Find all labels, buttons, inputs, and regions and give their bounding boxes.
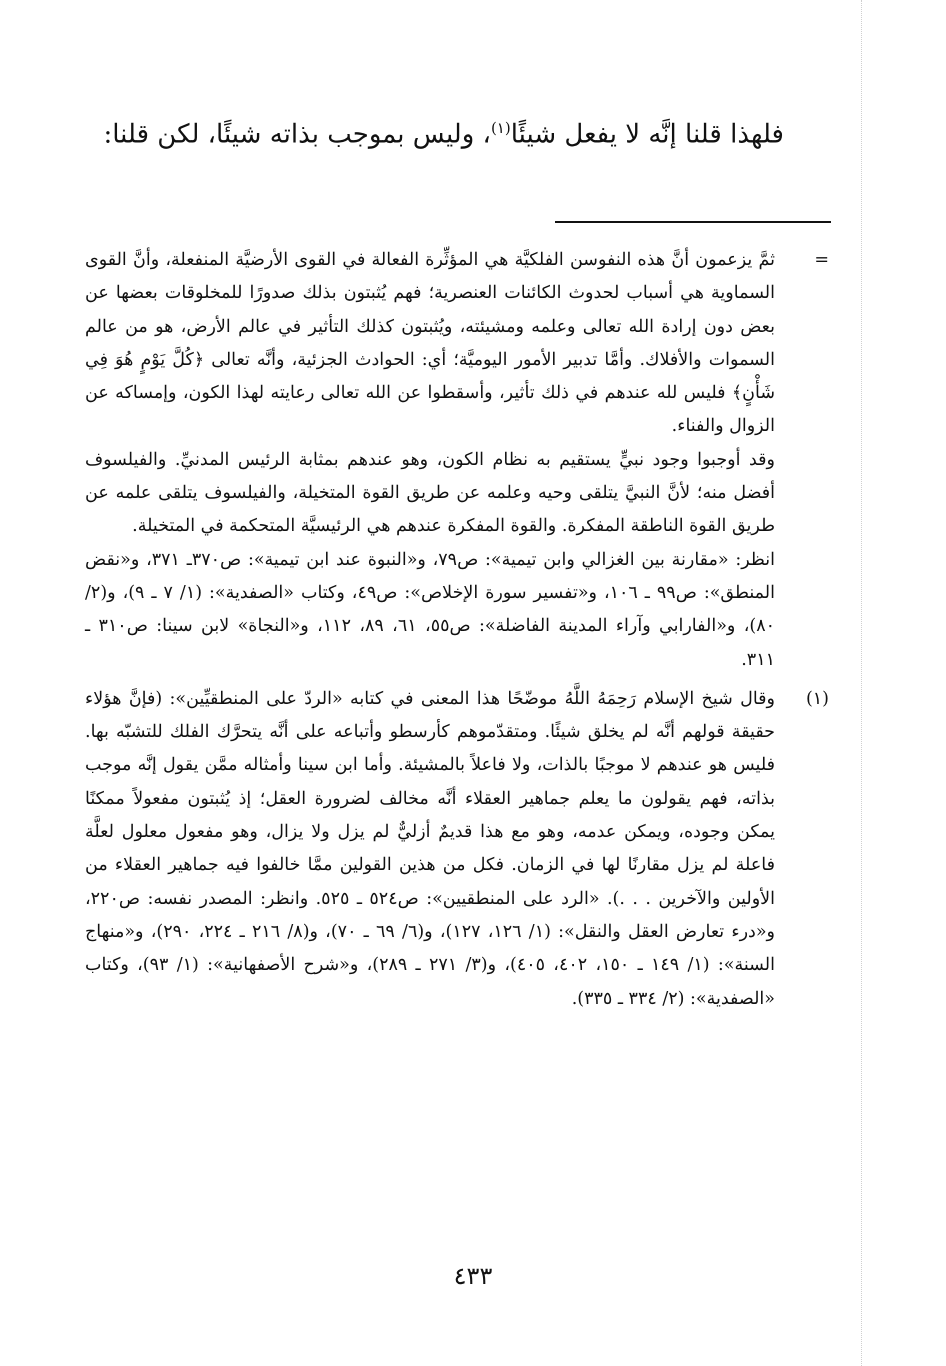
footnotes	[85, 244, 829, 1016]
footnote-ref-marker: (١)	[490, 119, 511, 137]
footnote-paragraph: وقال شيخ الإسلام رَحِمَهُ اللَّهُ موضّحًا هذا المعنى في كتابه «الردّ على المنطقيِّين»: (فإنَّ هؤلاء حقيقة قولهم أنَّه لم يخلق شيئًا. ومتقدّموهم كأرسطو وأتباعه على أنَّه يتحرَّك الفلك للتشبّه بها. فليس هو عندهم لا موجبًا بالذات، ولا فاعلاً بالمشيئة. وأما ابن سينا وأمثاله ممَّن يقول إنَّه موجب بذاته، فهم يقولون ما يعلم جماهير العقلاء أنَّه مخالف لضرورة العقل؛ إذ يُثبتون مفعولاً ممكنًا يمكن وجوده، ويمكن عدمه، وهو مع هذا قديمٌ أزليٌّ لم يزل ولا يزال، وهو مفعول معلول لعلَّة فاعلة لم يزل مقارنًا لها في الزمان. فكل من هذين القولين ممَّا خالفوا فيه جماهير العقلاء من الأولين والآخرين . . .). «الرد على المنطقيين»: ص٥٢٤ ـ ٥٢٥. وانظر: المصدر نفسه: ص٢٢٠، و«درء تعارض العقل والنقل»: (١/ ١٢٦، ١٢٧)، و(٦/ ٦٩ ـ ٧٠)، و(٨/ ٢١٦ ـ ٢٢٤، ٢٩٠)، و«منهاج السنة»: (١/ ١٤٩ ـ ١٥٠، ٤٠٢، ٤٠٥)، و(٣/ ٢٧١ ـ ٢٨٩)، و«شرح الأصفهانية»: (١/ ٩٣)، وكتاب «الصفدية»: (٢/ ٣٣٤ ـ ٣٣٥).	[85, 688, 775, 1009]
footnote-1	[85, 683, 829, 1016]
page-number: ٤٣٣	[453, 1262, 493, 1290]
footnote-1-marker: (١)	[805, 688, 829, 709]
footnote-separator	[555, 221, 831, 223]
page-edge-dotted-line	[861, 0, 862, 1366]
main-text-before-ref: فلهذا قلنا إنَّه لا يفعل شيئًا	[510, 119, 784, 150]
footnote-continued	[85, 244, 829, 677]
footnote-continued-marker: =	[814, 250, 829, 270]
footnote-paragraph: انظر: «مقارنة بين الغزالي وابن تيمية»: ص٧٩، و«النبوة عند ابن تيمية»: ص٣٧٠ـ ٣٧١، و«نقض المنطق»: ص٩٩ ـ ١٠٦، و«تفسير سورة الإخلاص»: ص٤٩، وكتاب «الصفدية»: (١/ ٧ ـ ٩)، و(٢/ ٨٠)، و«الفارابي وآراء المدينة الفاضلة»: ص٥٥، ٦١، ٨٩، ١١٢، و«النجاة» لابن سينا: ص٣١٠ ـ ٣١١.	[85, 549, 776, 670]
footnote-paragraph: وقد أوجبوا وجود نبيٍّ يستقيم به نظام الكون، وهو عندهم بمثابة الرئيس المدنيِّ. والفيلسوف أفضل منه؛ لأنَّ النبيَّ يتلقى وحيه وعلمه عن طريق القوة المتخيلة، والفيلسوف يتلقى علمه عن طريق القوة الناطقة المفكرة. والقوة المفكرة عندهم هي الرئيسيَّة المتحكمة في المتخيلة.	[85, 449, 775, 537]
main-text-line	[103, 108, 784, 155]
main-text-after-ref: ، وليس بموجب بذاته شيئًا، لكن قلنا:	[103, 119, 491, 150]
footnote-paragraph: ثمَّ يزعمون أنَّ هذه النفوسن الفلكيَّة هي المؤثِّرة الفعالة في القوى الأرضيَّة المنفعلة، وأنَّ القوى السماوية هي أسباب لحدوث الكائنات العنصرية؛ فهم يُثبتون بذلك صدورًا للمخلوقات بعضها عن بعض دون إرادة الله تعالى وعلمه ومشيئته، ويُثبتون كذلك التأثير في عالم الأرض، هو من عالم السموات والأفلاك. وأمَّا تدبير الأمور اليوميَّة؛ أي: الحوادث الجزئية، وأنَّه تعالى ﴿كُلَّ يَوْمٍ هُوَ فِي شَأْنٍ﴾ فليس لله عندهم في ذلك تأثير، وأسقطوا عن الله تعالى رعايته لهذا الكون، وإمساكه عن الزوال والفناء.	[85, 250, 775, 437]
